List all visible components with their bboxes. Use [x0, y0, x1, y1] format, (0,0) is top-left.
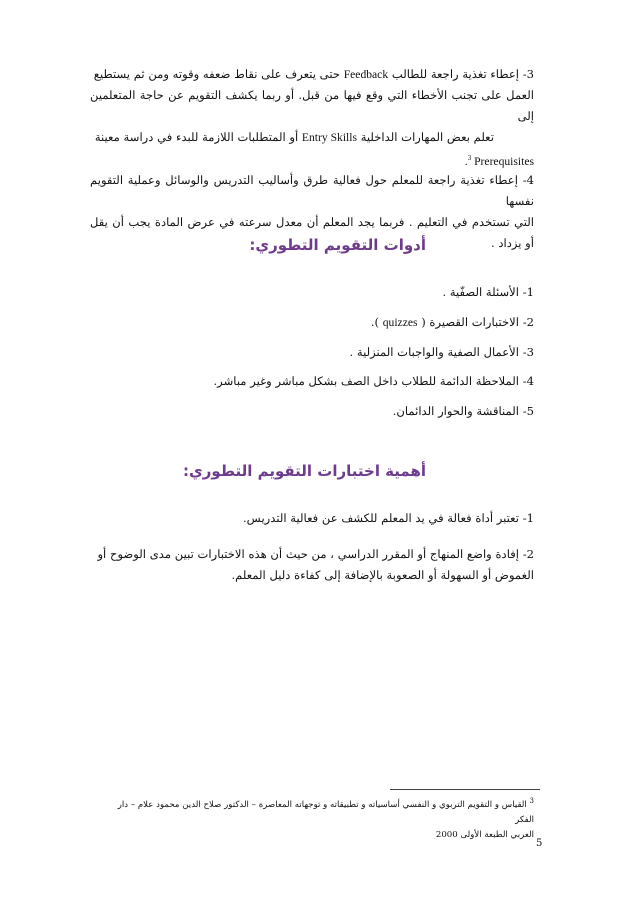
item3-line4: [90, 148, 534, 172]
importance-item-1-number: 1-: [522, 511, 534, 525]
prerequisites-word: Prerequisites: [474, 154, 534, 168]
item4-number: 4-: [522, 173, 534, 187]
footnote-ref-marker: 3: [467, 154, 472, 162]
tools-item-2-end: ).: [370, 315, 380, 329]
quizzes-term: quizzes: [382, 316, 418, 329]
importance-item-2-line1: [90, 544, 534, 565]
item3-number: 3-: [522, 67, 534, 81]
feedback-term: Feedback: [343, 68, 389, 81]
footnote: [100, 794, 534, 843]
importance-item-2-number: 2-: [522, 547, 534, 561]
prerequisites-term: [465, 155, 534, 168]
item3-end-period: .: [464, 154, 468, 168]
footnote-line2: العربي الطبعة الأولى 2000: [435, 829, 534, 840]
importance-heading: أهمية اختبارات التقويم التطوري:: [183, 462, 426, 480]
footnote-line1: [100, 794, 534, 828]
footnote-line1-text: القياس و التقويم التربوي و النفسي أساسياته و تطبيقاته و توجهاته المعاصرة – الدكتور صلاح الدين محمود علام – دار الفكر: [117, 799, 534, 825]
item3-line3-b: أو المتطلبات اللازمة للبدء في دراسة معينة: [94, 130, 299, 144]
tools-heading: أدوات التقويم التطوري:: [249, 236, 426, 254]
page-number: 5: [536, 838, 543, 849]
tools-item-4: [213, 373, 534, 389]
feedback-item-3: [90, 64, 534, 172]
tools-item-2-number: 2-: [522, 315, 534, 329]
tools-item-5-text: المناقشة والحوار الدائمان.: [392, 404, 519, 418]
importance-item-1: [243, 510, 534, 526]
tools-item-5-number: 5-: [522, 404, 534, 418]
tools-item-4-text: الملاحظة الدائمة للطلاب داخل الصف بشكل مباشر وغير مباشر.: [213, 374, 519, 388]
tools-item-2-text: الاختبارات القصيرة (: [421, 315, 519, 329]
tools-item-1-number: 1-: [522, 285, 534, 299]
tools-item-2: [371, 314, 534, 331]
importance-item-2-line2: الغموض أو السهولة أو الصعوبة بالإضافة إلى كفاءة دليل المعلم.: [231, 568, 534, 582]
item4-line1: [90, 170, 534, 212]
footnote-number: 3: [529, 797, 534, 805]
importance-item-2: [90, 544, 534, 586]
importance-item-1-text: تعتبر أداة فعالة في يد المعلم للكشف عن فعالية التدريس.: [242, 511, 519, 525]
item3-line1-a: إعطاء تغذية راجعة للطالب: [391, 67, 519, 81]
tools-item-3-text: الأعمال الصفية والواجبات المنزلية .: [349, 345, 519, 359]
tools-item-5: [393, 403, 534, 419]
importance-item-2-line1-text: إفادة واضع المنهاج أو المقرر الدراسي ، من حيث أن هذه الاختبارات تبين مدى الوضوح أو: [97, 547, 519, 561]
item4-line1-text: إعطاء تغذية راجعة للمعلم حول فعالية طرق وأساليب التدريس والوسائل وعملية التقويم نفسها: [90, 173, 534, 208]
entry-skills-term: Entry Skills: [301, 131, 357, 144]
item3-line2: العمل على تجنب الأخطاء التي وقع فيها من قبل. أو ربما يكشف التقويم عن حاجة المتعلمين إلى: [90, 88, 534, 123]
footnote-separator: [390, 789, 540, 790]
item3-line1-b: حتى يتعرف على نقاط ضعفه وقوته ومن ثم يستطيع: [93, 67, 341, 81]
item3-line1: [90, 64, 534, 85]
tools-item-1-text: الأسئلة الصفّية .: [442, 285, 519, 299]
item4-line2: التي تستخدم في التعليم . فربما يجد المعلم أن معدل سرعته في عرض المادة يجب أن يقل أو يزداد .: [90, 215, 534, 250]
tools-item-1: [442, 284, 534, 300]
item3-line3-a: تعلم بعض المهارات الداخلية: [360, 130, 494, 144]
item3-line3: [90, 127, 534, 148]
tools-item-4-number: 4-: [522, 374, 534, 388]
tools-item-3: [350, 344, 535, 360]
tools-item-3-number: 3-: [522, 345, 534, 359]
